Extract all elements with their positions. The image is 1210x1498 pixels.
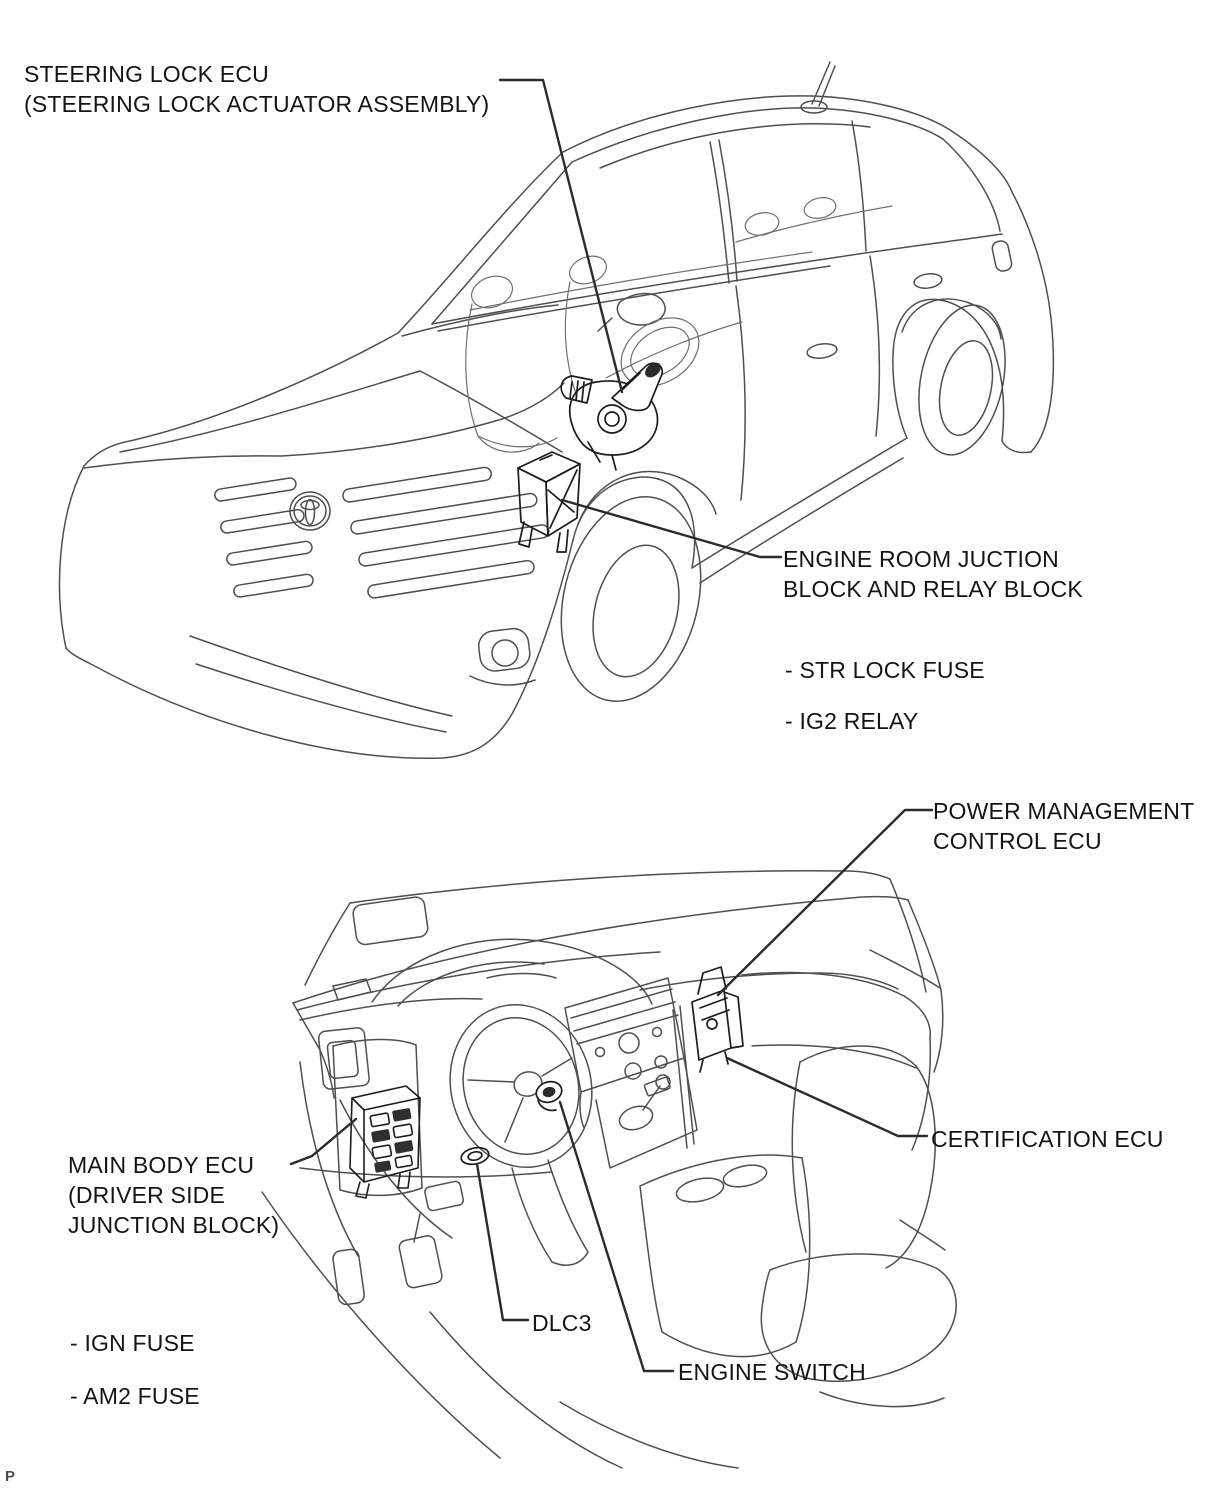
label-main-body-ecu (68, 1150, 279, 1240)
label-ig2-relay: - IG2 RELAY (785, 708, 919, 734)
label-line: CONTROL ECU (933, 828, 1102, 854)
dlc3-component (460, 1145, 491, 1166)
label-line: JUNCTION BLOCK) (68, 1212, 280, 1238)
steering-lock-ecu-component (561, 360, 664, 470)
engine-room-leader-line (562, 500, 781, 557)
label-line: ENGINE ROOM JUCTION (783, 546, 1059, 572)
label-line: POWER MANAGEMENT (933, 798, 1195, 824)
main-body-leader-line (291, 1119, 356, 1164)
label-line: BLOCK AND RELAY BLOCK (783, 576, 1083, 602)
exterior-interior-hints (466, 195, 892, 452)
certification-leader-line (727, 1058, 927, 1136)
label-line: (DRIVER SIDE (68, 1182, 226, 1208)
label-steering-lock-ecu (24, 59, 489, 119)
fog-lamp (470, 627, 535, 685)
label-line: (STEERING LOCK ACTUATOR ASSEMBLY) (24, 91, 490, 117)
label-line: STEERING LOCK ECU (24, 61, 269, 87)
label-dlc3: DLC3 (532, 1310, 592, 1336)
power-management-ecu-component (692, 967, 743, 1072)
steering-wheel (432, 989, 610, 1184)
label-line: MAIN BODY ECU (68, 1152, 255, 1178)
exterior-illustration (60, 62, 1054, 758)
label-am2-fuse: - AM2 FUSE (70, 1383, 200, 1409)
dlc3-leader-line (477, 1164, 528, 1320)
main-body-ecu-component (350, 1086, 420, 1198)
toyota-emblem (290, 492, 330, 530)
antenna (801, 62, 835, 113)
label-ign-fuse: - IGN FUSE (70, 1330, 195, 1356)
label-engine-switch: ENGINE SWITCH (678, 1359, 866, 1385)
steering-lock-leader-line (500, 80, 622, 392)
grille-slats (214, 467, 550, 599)
engine-switch-component (534, 1078, 565, 1110)
page-marker: P (5, 1468, 16, 1485)
front-wheel (541, 482, 721, 716)
label-certification-ecu: CERTIFICATION ECU (931, 1126, 1164, 1152)
center-stack (565, 978, 697, 1168)
label-engine-room-junction (783, 544, 1083, 604)
label-power-management-ecu (933, 796, 1194, 856)
label-str-lock-fuse: - STR LOCK FUSE (785, 657, 985, 683)
